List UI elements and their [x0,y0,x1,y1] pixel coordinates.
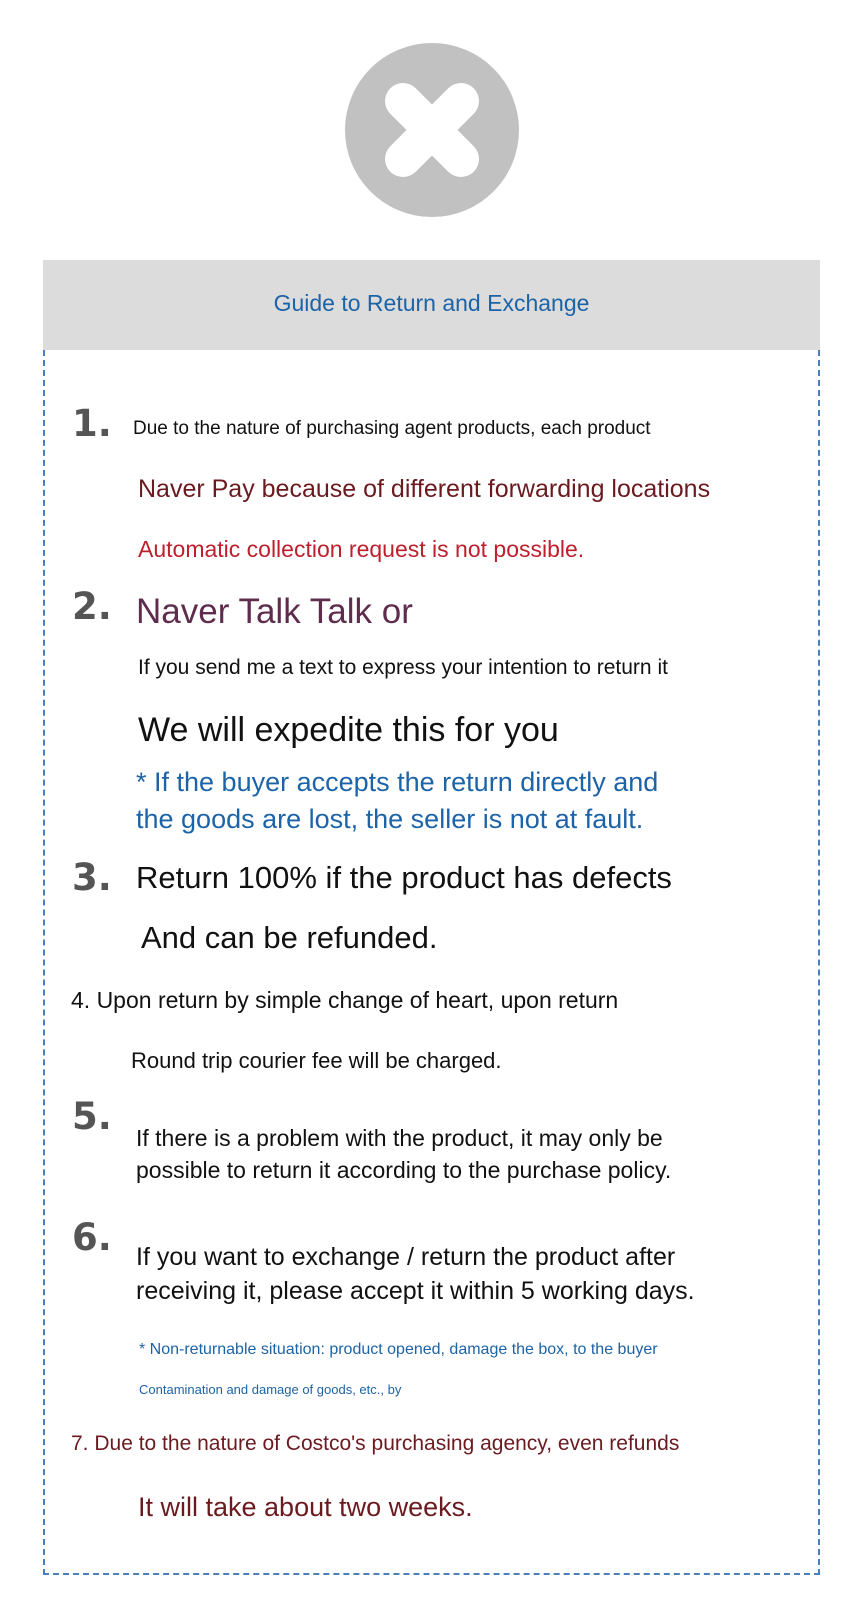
item-2-line-5: the goods are lost, the seller is not at fault. [136,804,644,834]
item-2-line-4: * If the buyer accepts the return directly and [136,767,659,797]
item-7-line-1: 7. Due to the nature of Costco's purchasing agency, even refunds [71,1432,680,1455]
item-6-number: 6. [72,1216,112,1259]
item-7-line-2: It will take about two weeks. [138,1492,473,1522]
item-1-number: 1. [72,402,112,445]
item-6-line-1: If you want to exchange / return the product after [136,1243,676,1271]
item-3-number: 3. [72,856,112,899]
item-5-line-2: possible to return it according to the purchase policy. [136,1157,672,1183]
item-4-line-1: 4. Upon return by simple change of heart, upon return [71,987,619,1013]
item-6-note-1: * Non-returnable situation: product opened, damage the box, to the buyer [139,1341,658,1358]
item-4-line-2: Round trip courier fee will be charged. [131,1048,502,1073]
item-2-line-1: Naver Talk Talk or [136,592,413,631]
item-6-line-2: receiving it, please accept it within 5 working days. [136,1277,695,1305]
item-3-line-1: Return 100% if the product has defects [136,860,672,895]
item-5-line-1: If there is a problem with the product, it may only be [136,1125,663,1151]
item-6-note-2: Contamination and damage of goods, etc., by [139,1382,402,1397]
item-1-line-2: Naver Pay because of different forwarding locations [138,475,711,503]
page-title: Guide to Return and Exchange [273,290,590,316]
guide-header [43,260,820,350]
item-3-line-2: And can be refunded. [141,920,438,955]
item-1-line-3: Automatic collection request is not possible. [138,536,585,562]
item-1-line-1: Due to the nature of purchasing agent products, each product [133,418,651,439]
close-icon [345,43,519,217]
item-2-number: 2. [72,585,112,628]
item-2-line-2: If you send me a text to express your intention to return it [138,656,668,679]
item-2-line-3: We will expedite this for you [138,711,559,749]
item-5-number: 5. [72,1095,112,1138]
